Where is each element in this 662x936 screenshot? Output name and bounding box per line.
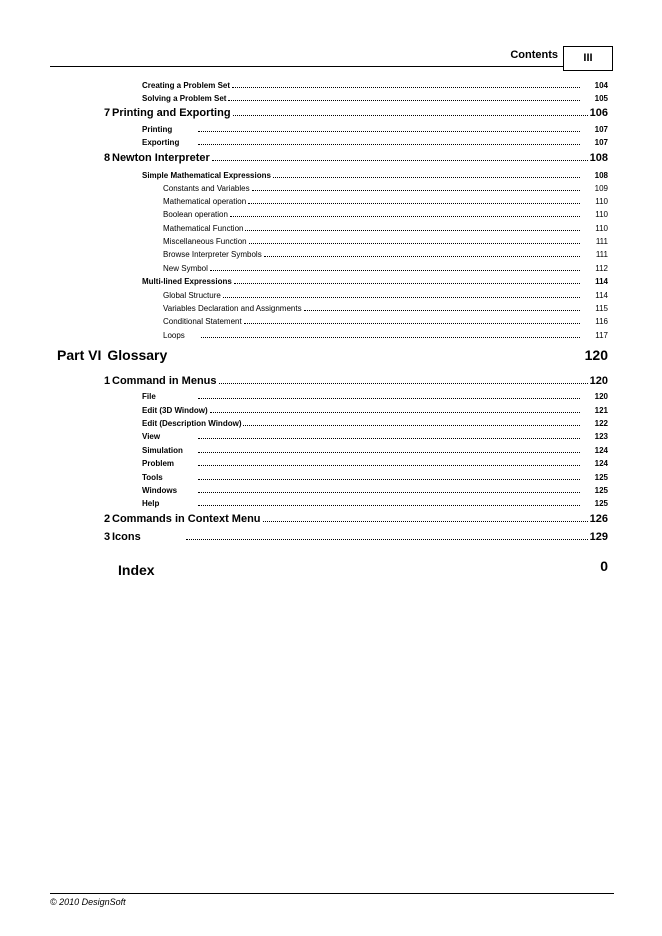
- running-header-title: Contents: [510, 49, 558, 61]
- toc-entry-number: 1: [104, 375, 111, 387]
- toc-entry-label: Edit (3D Window): [142, 406, 208, 415]
- toc-entry-label: New Symbol: [163, 264, 208, 273]
- toc-entry[interactable]: [142, 171, 608, 181]
- toc-entry-page: 120: [594, 392, 608, 401]
- footer-rule: [50, 893, 614, 894]
- toc-entry-label: Problem: [142, 459, 175, 468]
- toc-entry-page: 114: [595, 277, 608, 286]
- toc-leader-dots: [201, 337, 580, 338]
- toc-leader-dots: [219, 383, 588, 384]
- toc-entry-page: 110: [595, 224, 608, 233]
- toc-entry-page: 112: [595, 264, 608, 273]
- toc-entry-page: 121: [594, 406, 608, 415]
- toc-entry-page: 115: [595, 304, 608, 313]
- toc-entry[interactable]: [163, 331, 608, 341]
- toc-entry[interactable]: [142, 499, 608, 509]
- toc-entry[interactable]: [104, 152, 608, 164]
- toc-entry-page: 124: [594, 446, 608, 455]
- toc-entry[interactable]: [163, 317, 608, 327]
- toc-entry-page: 111: [595, 237, 608, 246]
- toc-entry-label: Help: [142, 499, 160, 508]
- toc-entry[interactable]: [163, 264, 608, 274]
- toc-entry[interactable]: [163, 224, 608, 234]
- toc-entry-number: 3: [104, 531, 111, 543]
- toc-entry-page: 107: [594, 125, 608, 134]
- toc-entry-label: Windows: [142, 486, 178, 495]
- toc-leader-dots: [212, 160, 588, 161]
- toc-entry-number: 2: [104, 513, 111, 525]
- footer-copyright: © 2010 DesignSoft: [50, 897, 126, 907]
- toc-leader-dots: [264, 256, 580, 257]
- toc-entry-label: Multi-lined Expressions: [142, 277, 232, 286]
- toc-leader-dots: [233, 115, 588, 116]
- toc-entry-label: Loops: [163, 331, 185, 340]
- toc-entry[interactable]: [104, 375, 608, 387]
- toc-entry[interactable]: [163, 237, 608, 247]
- toc-entry[interactable]: [104, 107, 608, 119]
- toc-entry-page: 125: [594, 486, 608, 495]
- toc-entry-label: Constants and Variables: [163, 184, 250, 193]
- toc-entry-page: 107: [594, 138, 608, 147]
- toc-leader-dots: [223, 297, 580, 298]
- part-page: 120: [584, 347, 608, 363]
- toc-entry-page: 122: [594, 419, 608, 428]
- toc-entry[interactable]: [163, 304, 608, 314]
- toc-entry[interactable]: [142, 473, 608, 483]
- toc-leader-dots: [186, 539, 588, 540]
- toc-entry-page: 124: [594, 459, 608, 468]
- toc-entry-label: Global Structure: [163, 291, 221, 300]
- toc-entry-label: Printing: [142, 125, 173, 134]
- toc-entry[interactable]: [104, 513, 608, 525]
- toc-entry-page: 108: [589, 152, 608, 164]
- toc-entry-number: 8: [104, 152, 111, 164]
- toc-entry[interactable]: [163, 210, 608, 220]
- toc-entry-label: Simulation: [142, 446, 183, 455]
- toc-entry-page: 129: [589, 531, 608, 543]
- toc-entry[interactable]: [142, 486, 608, 496]
- toc-leader-dots: [198, 479, 580, 480]
- toc-entry-page: 125: [594, 473, 608, 482]
- toc-entry-page: 108: [594, 171, 608, 180]
- toc-entry-label: Printing and Exporting: [112, 107, 231, 119]
- toc-entry-label: Newton Interpreter: [112, 152, 210, 164]
- toc-entry-label: Conditional Statement: [163, 317, 242, 326]
- toc-entry-label: Variables Declaration and Assignments: [163, 304, 302, 313]
- part-heading[interactable]: [57, 347, 608, 363]
- toc-entry-page: 117: [595, 331, 608, 340]
- toc-leader-dots: [304, 310, 580, 311]
- toc-entry-label: Command in Menus: [112, 375, 217, 387]
- toc-entry-page: 125: [594, 499, 608, 508]
- toc-leader-dots: [249, 243, 580, 244]
- toc-entry-label: Commands in Context Menu: [112, 513, 261, 525]
- toc-entry[interactable]: [163, 250, 608, 260]
- toc-leader-dots: [245, 230, 580, 231]
- toc-leader-dots: [243, 425, 580, 426]
- toc-entry[interactable]: [142, 81, 608, 91]
- toc-leader-dots: [198, 131, 580, 132]
- toc-leader-dots: [234, 283, 580, 284]
- toc-entry-label: Mathematical operation: [163, 197, 247, 206]
- toc-leader-dots: [210, 412, 580, 413]
- toc-entry-label: Boolean operation: [163, 210, 228, 219]
- toc-entry-page: 123: [594, 432, 608, 441]
- toc-entry[interactable]: [163, 291, 608, 301]
- toc-entry[interactable]: [142, 446, 608, 456]
- part-heading-label: [57, 347, 173, 363]
- toc-entry-label: View: [142, 432, 161, 441]
- toc-entry-number: 7: [104, 107, 111, 119]
- page-number-box: III: [563, 46, 613, 71]
- toc-leader-dots: [198, 465, 580, 466]
- toc-leader-dots: [198, 505, 580, 506]
- toc-leader-dots: [198, 398, 580, 399]
- toc-entry-page: 106: [589, 107, 608, 119]
- toc-leader-dots: [263, 521, 588, 522]
- toc-leader-dots: [244, 323, 580, 324]
- toc-entry[interactable]: [163, 184, 608, 194]
- toc-leader-dots: [248, 203, 580, 204]
- toc-leader-dots: [198, 452, 580, 453]
- toc-leader-dots: [228, 100, 580, 101]
- toc-leader-dots: [230, 216, 580, 217]
- toc-entry-label: Creating a Problem Set: [142, 81, 231, 90]
- toc-entry-label: Icons: [112, 531, 141, 543]
- toc-leader-dots: [198, 492, 580, 493]
- toc-entry-label: Browse Interpreter Symbols: [163, 250, 262, 259]
- part-title: Glossary: [107, 347, 168, 363]
- toc-entry[interactable]: [142, 459, 608, 469]
- toc-leader-dots: [273, 177, 580, 178]
- toc-entry-page: 105: [594, 94, 608, 103]
- toc-entry-page: 126: [589, 513, 608, 525]
- toc-leader-dots: [198, 438, 580, 439]
- toc-entry-label: Edit (Description Window): [142, 419, 242, 428]
- toc-entry-page: 110: [595, 197, 608, 206]
- toc-entry-label: Exporting: [142, 138, 180, 147]
- toc-leader-dots: [232, 87, 580, 88]
- toc-entry-page: 109: [594, 184, 608, 193]
- toc-entry-page: 104: [594, 81, 608, 90]
- toc-entry-page: 114: [595, 291, 608, 300]
- toc-entry-label: Simple Mathematical Expressions: [142, 171, 271, 180]
- index-heading[interactable]: [118, 558, 608, 578]
- toc-entry[interactable]: [104, 531, 608, 543]
- toc-entry[interactable]: [142, 392, 608, 402]
- toc-entry[interactable]: [142, 94, 608, 104]
- toc-entry[interactable]: [142, 125, 608, 135]
- index-page: 0: [600, 558, 608, 574]
- toc-leader-dots: [210, 270, 580, 271]
- toc-entry-page: 110: [595, 210, 608, 219]
- toc-entry[interactable]: [142, 419, 608, 429]
- index-label: Index: [118, 562, 155, 578]
- header-rule: [50, 66, 563, 67]
- toc-entry[interactable]: [142, 406, 608, 416]
- toc-entry[interactable]: [142, 277, 608, 287]
- toc-entry-label: Mathematical Function: [163, 224, 244, 233]
- toc-leader-dots: [198, 144, 580, 145]
- toc-entry[interactable]: [163, 197, 608, 207]
- toc-entry-page: 116: [595, 317, 608, 326]
- toc-entry-page: 120: [589, 375, 608, 387]
- toc-entry-label: File: [142, 392, 156, 401]
- part-number: Part VI: [57, 347, 102, 363]
- toc-entry-label: Solving a Problem Set: [142, 94, 227, 103]
- toc-entry-label: Tools: [142, 473, 163, 482]
- toc-entry-page: 111: [595, 250, 608, 259]
- toc-entry[interactable]: [142, 138, 608, 148]
- toc-entry[interactable]: [142, 432, 608, 442]
- toc-leader-dots: [252, 190, 580, 191]
- toc-entry-label: Miscellaneous Function: [163, 237, 247, 246]
